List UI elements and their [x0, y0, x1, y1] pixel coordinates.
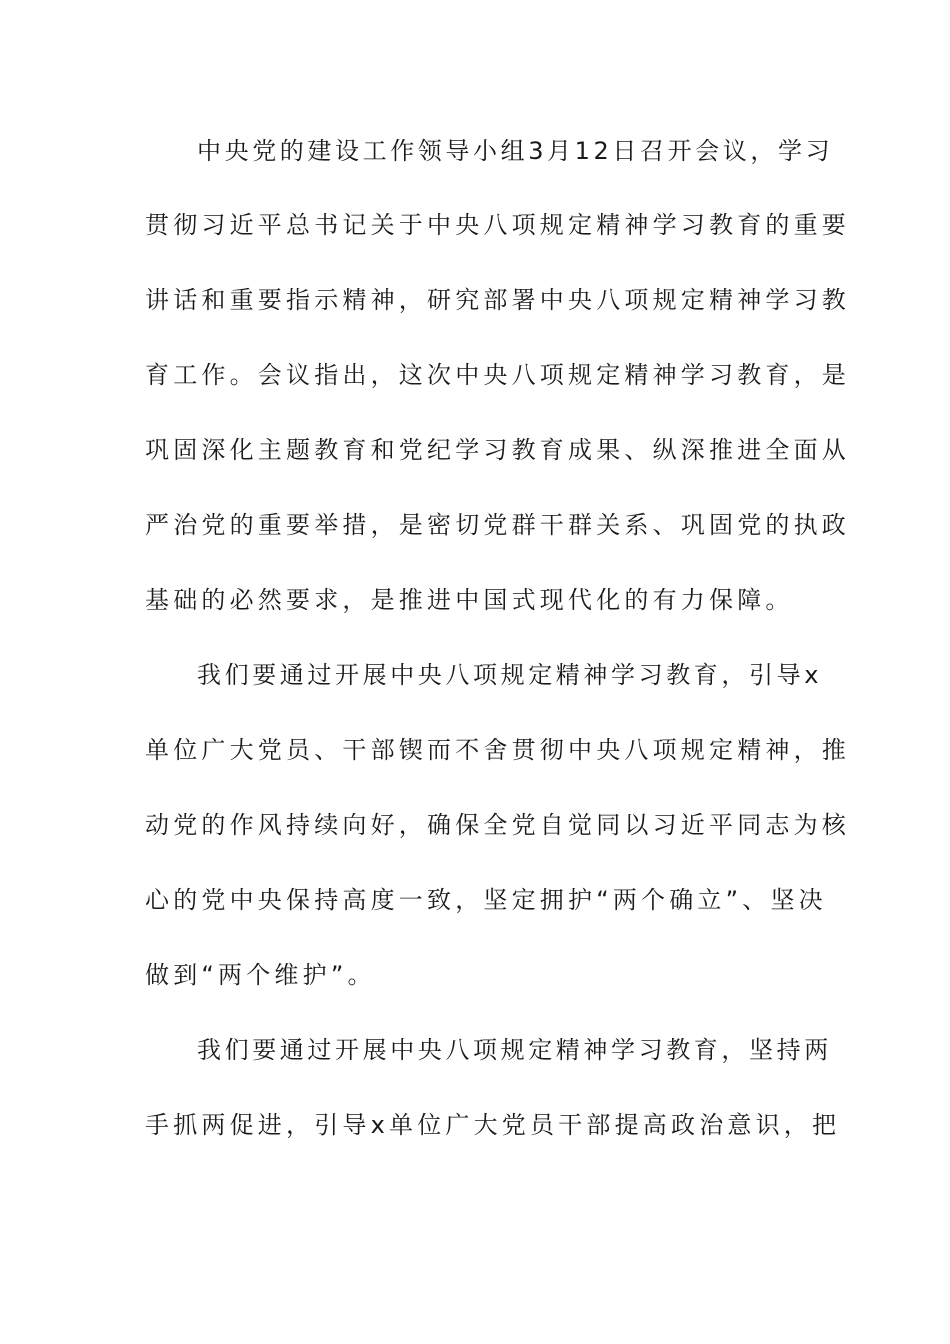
- paragraph-1-line-1: 中央党的建设工作领导小组3月12日召开会议，学习: [197, 137, 834, 165]
- paragraph-2-line-1: 我们要通过开展中央八项规定精神学习教育，引导x: [197, 661, 823, 689]
- paragraph-1-line-5: 巩固深化主题教育和党纪学习教育成果、纵深推进全面从: [145, 436, 850, 464]
- paragraph-2-line-4: 心的党中央保持高度一致，坚定拥护“两个确立”、坚决: [145, 886, 827, 914]
- paragraph-1-line-7: 基础的必然要求，是推进中国式现代化的有力保障。: [145, 586, 794, 614]
- paragraph-2-line-2: 单位广大党员、干部锲而不舍贯彻中央八项规定精神，推: [145, 736, 850, 764]
- paragraph-2-line-5: 做到“两个维护”。: [145, 961, 376, 989]
- paragraph-1-line-4: 育工作。会议指出，这次中央八项规定精神学习教育，是: [145, 361, 850, 389]
- paragraph-3-line-2: 手抓两促进，引导x单位广大党员干部提高政治意识，把: [145, 1111, 841, 1139]
- paragraph-1-line-3: 讲话和重要指示精神，研究部署中央八项规定精神学习教: [145, 286, 850, 314]
- paragraph-2-line-3: 动党的作风持续向好，确保全党自觉同以习近平同志为核: [145, 811, 850, 839]
- paragraph-1-line-6: 严治党的重要举措，是密切党群干群关系、巩固党的执政: [145, 511, 850, 539]
- paragraph-1-line-2: 贯彻习近平总书记关于中央八项规定精神学习教育的重要: [145, 211, 850, 239]
- paragraph-3-line-1: 我们要通过开展中央八项规定精神学习教育，坚持两: [197, 1036, 832, 1064]
